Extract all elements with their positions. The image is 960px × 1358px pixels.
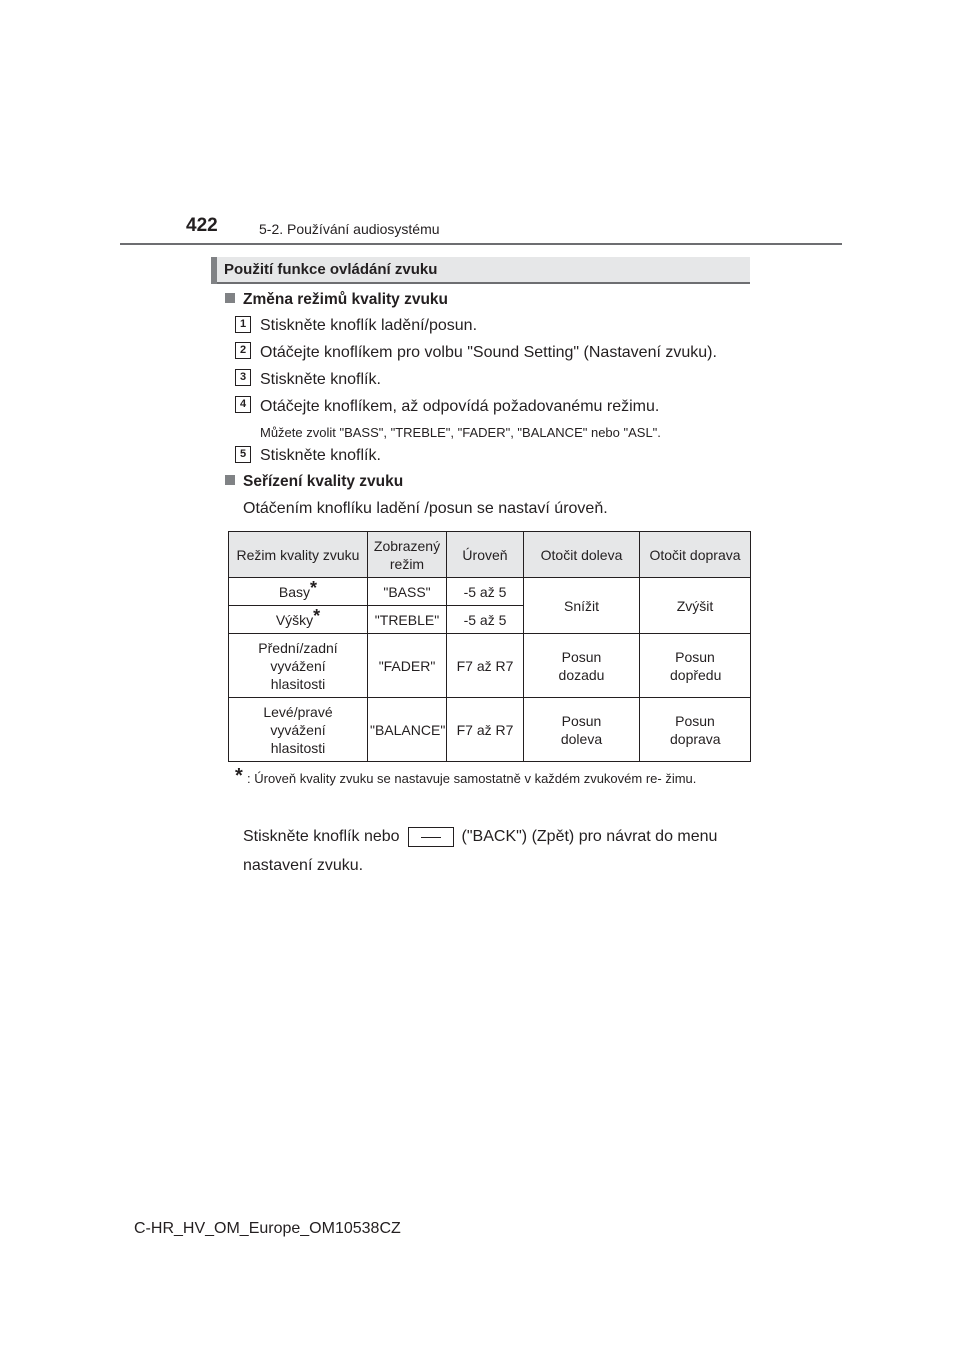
cell-mode: Výšky* — [229, 606, 368, 634]
cell-level: F7 až R7 — [447, 698, 524, 762]
back-text-after: ("BACK") (Zpět) pro návrat do menu nastavení zvuku. — [243, 828, 718, 874]
step-text-4: Otáčejte knoflíkem, až odpovídá požadovanému režimu. — [260, 398, 660, 415]
step-number-2: 2 — [235, 342, 251, 359]
step-note: Můžete zvolit "BASS", "TREBLE", "FADER", "BALANCE" nebo "ASL". — [260, 425, 661, 440]
section-title: 5-2. Používání audiosystému — [259, 221, 440, 237]
table-row — [229, 578, 751, 606]
cell-turn-left: Posun dozadu — [524, 634, 640, 698]
header-rule — [120, 243, 842, 245]
cell-turn-right: Posun doprava — [640, 698, 751, 762]
subheading-adjust-quality — [225, 473, 403, 491]
header-level: Úroveň — [447, 532, 524, 578]
step-text-2: Otáčejte knoflíkem pro volbu "Sound Setting" (Nastavení zvuku). — [260, 344, 717, 361]
subheading-text: Změna režimů kvality zvuku — [243, 291, 449, 308]
step-number-3: 3 — [235, 369, 251, 386]
back-instruction — [243, 822, 747, 880]
cell-display: "FADER" — [368, 634, 447, 698]
step-text-3: Stiskněte knoflík. — [260, 371, 381, 388]
cell-display: "BALANCE" — [368, 698, 447, 762]
section-heading-text: Použití funkce ovládání zvuku — [224, 261, 438, 278]
header-turn-right: Otočit doprava — [640, 532, 751, 578]
subheading-change-modes — [225, 291, 448, 309]
cell-turn-left: Posun doleva — [524, 698, 640, 762]
step-number-4: 4 — [235, 396, 251, 413]
cell-turn-right: Zvýšit — [640, 578, 751, 634]
step-number-1: 1 — [235, 316, 251, 333]
header-turn-left: Otočit doleva — [524, 532, 640, 578]
back-button-icon — [408, 827, 454, 847]
cell-level: -5 až 5 — [447, 606, 524, 634]
cell-level: F7 až R7 — [447, 634, 524, 698]
step-text-5: Stiskněte knoflík. — [260, 447, 381, 464]
table-row — [229, 634, 751, 698]
cell-mode: Basy* — [229, 578, 368, 606]
sound-quality-table — [228, 531, 751, 762]
cell-turn-right: Posun dopředu — [640, 634, 751, 698]
footnote-asterisk: * — [235, 765, 243, 787]
subheading-text: Seřízení kvality zvuku — [243, 473, 404, 490]
asterisk-mark: * — [310, 578, 318, 598]
footnote — [235, 765, 750, 788]
square-bullet-icon — [225, 475, 235, 485]
cell-mode: Levé/pravé vyvážení hlasitosti — [229, 698, 368, 762]
step-number-5: 5 — [235, 446, 251, 463]
section-heading — [211, 257, 750, 284]
table-header-row — [229, 532, 751, 578]
cell-display: "TREBLE" — [368, 606, 447, 634]
page-number: 422 — [186, 215, 218, 236]
adjust-quality-text: Otáčením knoflíku ladění /posun se nastaví úroveň. — [243, 500, 608, 517]
square-bullet-icon — [225, 293, 235, 303]
asterisk-mark: * — [313, 606, 321, 626]
footnote-text: : Úroveň kvality zvuku se nastavuje samostatně v každém zvukovém re- žimu. — [247, 771, 697, 786]
header-mode: Režim kvality zvuku — [229, 532, 368, 578]
back-text-before: Stiskněte knoflík nebo — [243, 828, 400, 845]
heading-bar — [211, 257, 217, 284]
step-text-1: Stiskněte knoflík ladění/posun. — [260, 317, 478, 334]
header-display: Zobrazený režim — [368, 532, 447, 578]
cell-turn-left: Snížit — [524, 578, 640, 634]
cell-level: -5 až 5 — [447, 578, 524, 606]
document-id: C-HR_HV_OM_Europe_OM10538CZ — [134, 1220, 401, 1237]
cell-display: "BASS" — [368, 578, 447, 606]
cell-mode: Přední/zadní vyvážení hlasitosti — [229, 634, 368, 698]
table-row — [229, 698, 751, 762]
